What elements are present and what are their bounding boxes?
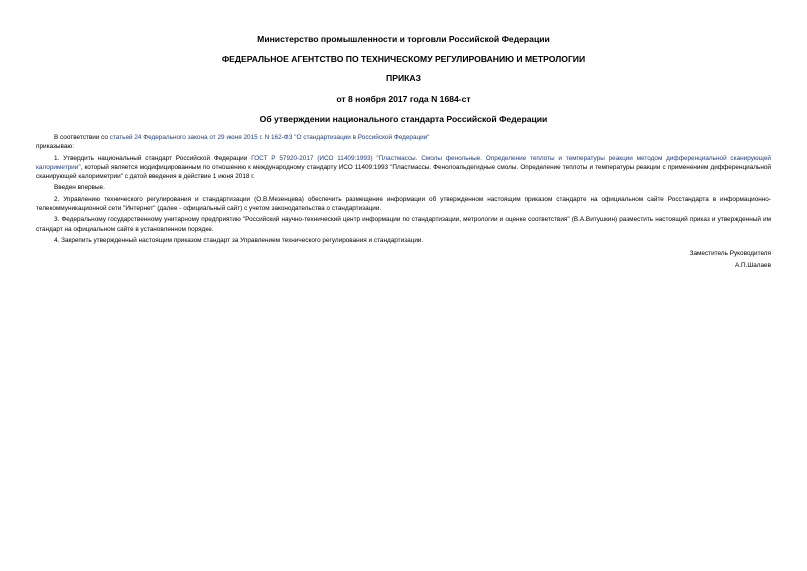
document-body xyxy=(36,133,771,245)
signature-title: Заместитель Руководителя xyxy=(689,250,771,258)
item-1-paragraph xyxy=(36,154,771,182)
item-1-suffix: , который является модифицированным по отношению к международному стандарту ИСО 11409:1993 "Пластмассы. Фенолоальдегидные смолы. Определение теплоты и температуры реакции с применением дифференциальной сканирующей калориметрии" с датой введения в действие 1 июня 2018 г. xyxy=(36,163,771,181)
document-type: ПРИКАЗ xyxy=(386,73,421,83)
intro-prefix: В соответствии со xyxy=(54,134,110,141)
document-date-number: от 8 ноября 2017 года N 1684-ст xyxy=(336,94,471,104)
ministry-name: Министерство промышленности и торговли Российской Федерации xyxy=(257,34,550,44)
order-word: приказываю: xyxy=(36,143,74,151)
item-1-prefix: 1. Утвердить национальный стандарт Российской Федерации xyxy=(54,154,252,162)
intro-paragraph xyxy=(36,133,771,142)
item-4-paragraph: 4. Закрепить утвержденный настоящим приказом стандарт за Управлением технического регулирования и стандартизации. xyxy=(54,236,424,244)
signature-name: А.П.Шалаев xyxy=(734,262,771,270)
signature-block xyxy=(36,248,771,272)
document-subject: Об утверждении национального стандарта Российской Федерации xyxy=(259,114,548,124)
item-3-paragraph: 3. Федеральному государственному унитарному предприятию "Российский научно-технический центр информации по стандартизации, метрологии и оценке соответствия" (В.А.Витушкин) разместить настоящий приказ и утвержденный им стандарт на официальном сайте в установленном порядке. xyxy=(36,216,771,233)
gost-standard-link[interactable]: ГОСТ Р 57920-2017 (ИСО 11409:1993) "Пластмассы. Смолы фенольные. Определение теплоты и температуры реакции методом дифференциальной сканирующей калориметрии" xyxy=(36,154,771,171)
item-2-paragraph: 2. Управлению технического регулирования и стандартизации (О.В.Мезенцева) обеспечить размещение информации об утвержденном настоящим приказом стандарте на официальном сайте Росстандарта в информационно-телекоммуникационной сети "Интернет" (далее - официальный сайт) с учетом законодательства о стандартизации. xyxy=(36,195,771,213)
agency-name: ФЕДЕРАЛЬНОЕ АГЕНТСТВО ПО ТЕХНИЧЕСКОМУ РЕГУЛИРОВАНИЮ И МЕТРОЛОГИИ xyxy=(221,54,586,64)
item-1-note: Введен впервые. xyxy=(54,184,105,192)
federal-law-link[interactable]: статьей 24 Федерального закона от 29 июня 2015 г. N 162-ФЗ "О стандартизации в Российской Федерации" xyxy=(109,134,430,141)
